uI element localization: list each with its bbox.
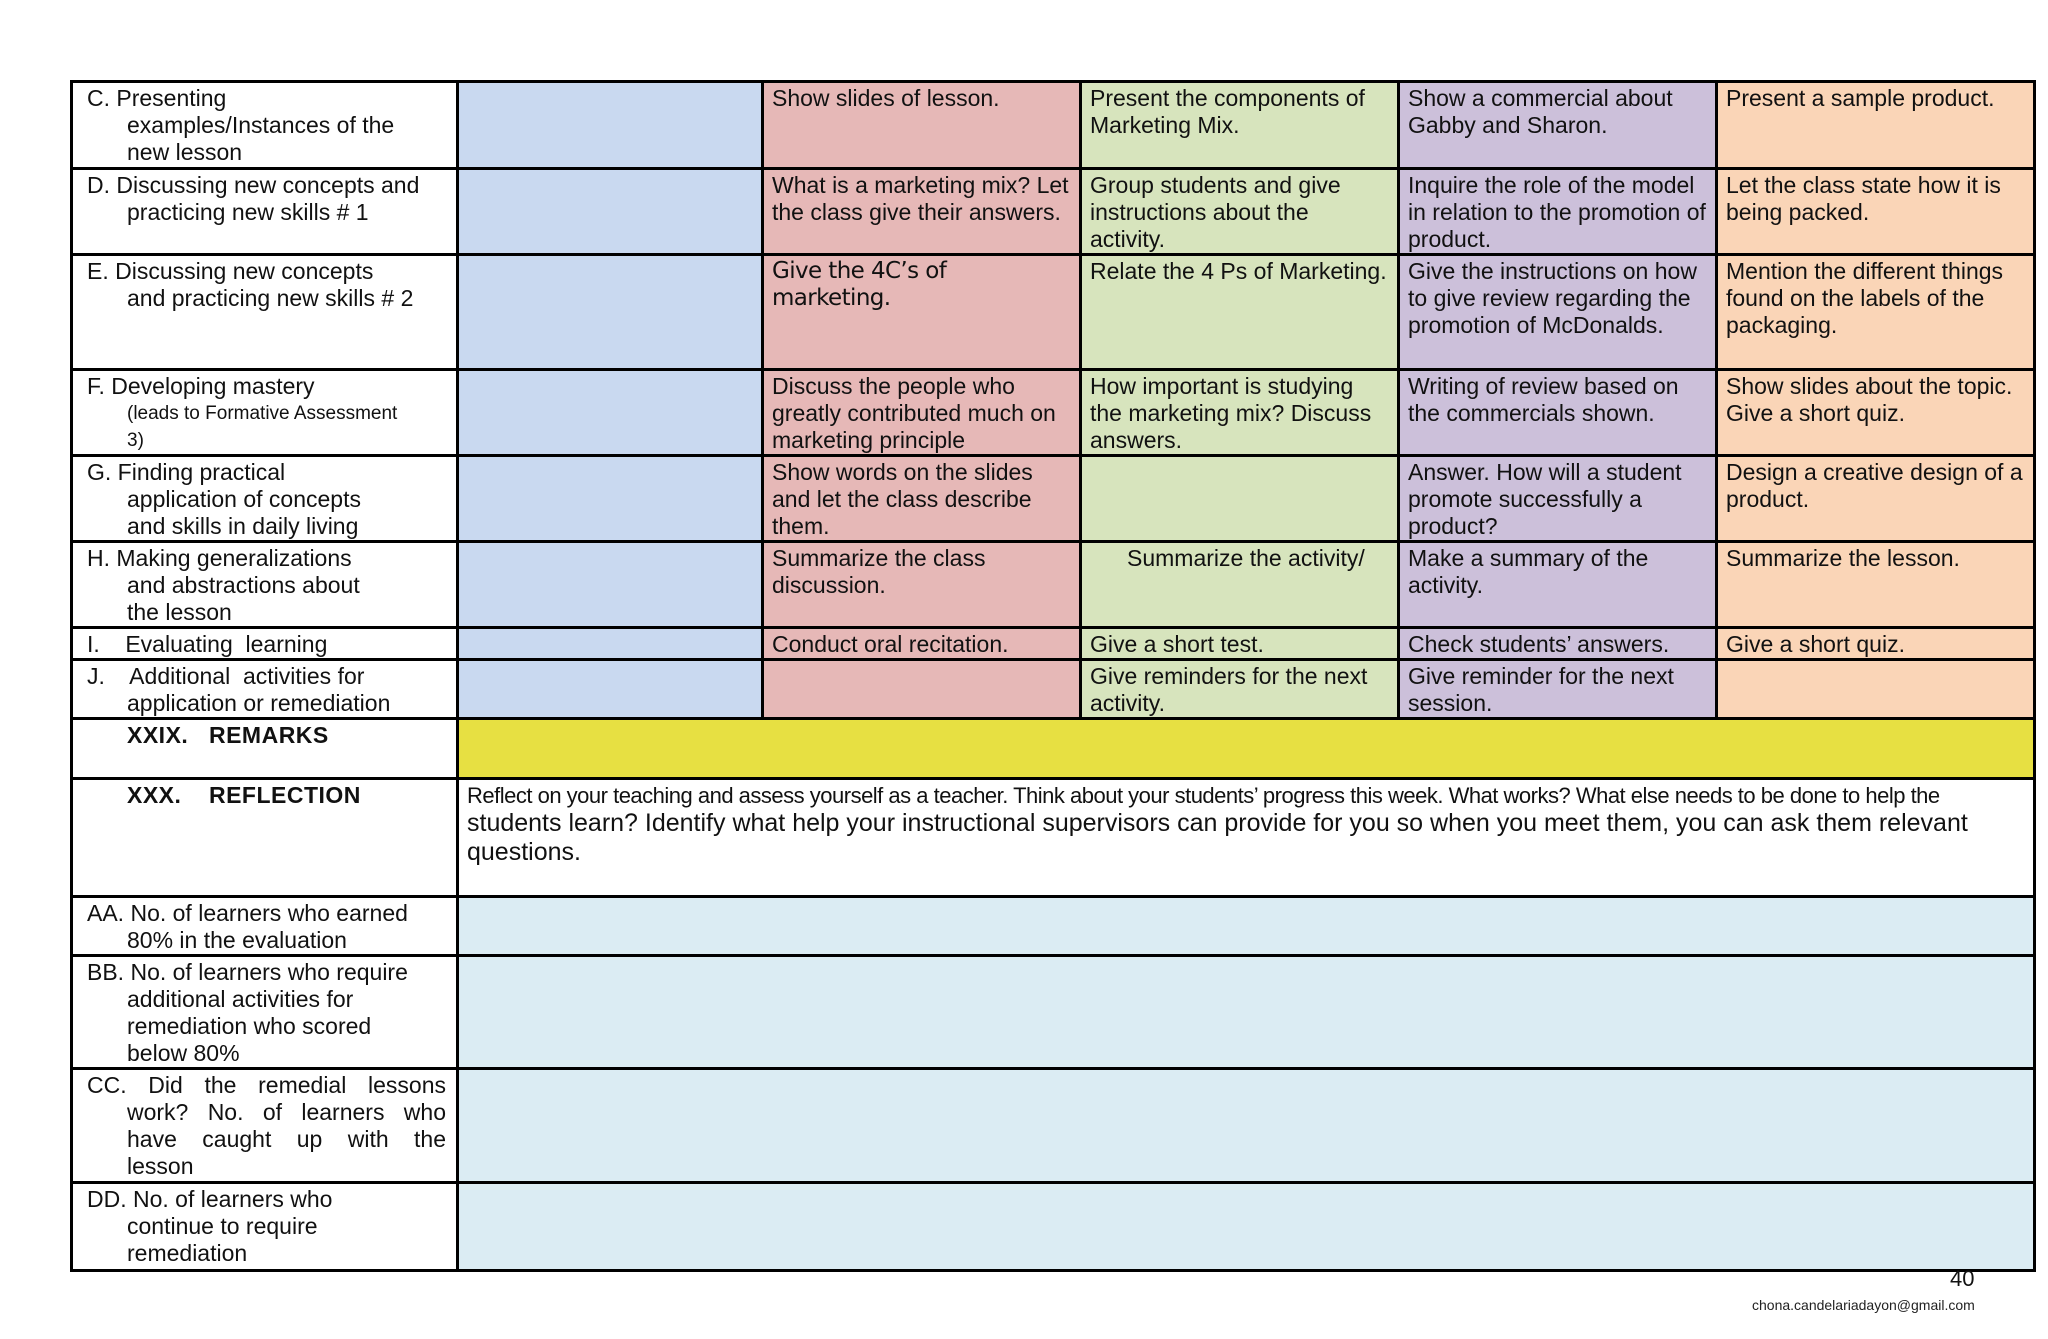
page-number: 40 (1950, 1266, 1975, 1291)
row-evaluating-learning (72, 628, 2035, 660)
day2-cell: Discuss the people who greatly contributed much on marketing principle (763, 370, 1081, 456)
day2-cell: Show words on the slides and let the class describe them. (763, 456, 1081, 542)
lesson-plan-table (70, 80, 2036, 1272)
row-discussing-1 (72, 169, 2035, 255)
day2-cell: Summarize the class discussion. (763, 542, 1081, 628)
day4-cell: Show a commercial about Gabby and Sharon. (1399, 82, 1717, 169)
remarks-label: XXIX. REMARKS (72, 719, 458, 779)
row-finding-practical (72, 456, 2035, 542)
assessment-value (458, 956, 2035, 1069)
row-remedial-lessons-work (72, 1069, 2035, 1183)
day3-cell: Summarize the activity/ (1081, 542, 1399, 628)
day5-cell: Design a creative design of a product. (1717, 456, 2035, 542)
day4-cell: Check students’ answers. (1399, 628, 1717, 660)
day3-cell (1081, 456, 1399, 542)
row-label: DD. No. of learners who continue to require remediation (72, 1183, 458, 1271)
row-continue-remediation (72, 1183, 2035, 1271)
day5-cell: Present a sample product. (1717, 82, 2035, 169)
day2-cell: Give the 4C’s of marketing. (763, 255, 1081, 370)
day1-cell (458, 370, 763, 456)
day1-cell (458, 542, 763, 628)
day2-cell: Conduct oral recitation. (763, 628, 1081, 660)
day4-cell: Make a summary of the activity. (1399, 542, 1717, 628)
day1-cell (458, 255, 763, 370)
day3-cell: How important is studying the marketing mix? Discuss answers. (1081, 370, 1399, 456)
assessment-value (458, 1069, 2035, 1183)
day2-cell (763, 660, 1081, 719)
row-learners-earned-80 (72, 897, 2035, 956)
row-additional-activities (72, 660, 2035, 719)
row-remarks (72, 719, 2035, 779)
row-label: E. Discussing new concepts and practicing new skills # 2 (72, 255, 458, 370)
day4-cell: Inquire the role of the model in relation to the promotion of product. (1399, 169, 1717, 255)
row-label: G. Finding practical application of concepts and skills in daily living (72, 456, 458, 542)
row-making-generalizations (72, 542, 2035, 628)
row-label: J. Additional activities for application or remediation (72, 660, 458, 719)
day2-cell: What is a marketing mix? Let the class give their answers. (763, 169, 1081, 255)
assessment-value (458, 1183, 2035, 1271)
row-presenting-examples (72, 82, 2035, 169)
row-label: BB. No. of learners who require additional activities for remediation who scored below 80% (72, 956, 458, 1069)
day4-cell: Writing of review based on the commercials shown. (1399, 370, 1717, 456)
row-reflection (72, 779, 2035, 897)
day3-cell: Present the components of Marketing Mix. (1081, 82, 1399, 169)
day5-cell: Let the class state how it is being packed. (1717, 169, 2035, 255)
row-label: I. Evaluating learning (72, 628, 458, 660)
day5-cell: Mention the different things found on the labels of the packaging. (1717, 255, 2035, 370)
day3-cell: Give reminders for the next activity. (1081, 660, 1399, 719)
day3-cell: Relate the 4 Ps of Marketing. (1081, 255, 1399, 370)
day1-cell (458, 660, 763, 719)
day1-cell (458, 456, 763, 542)
row-learners-require-remediation (72, 956, 2035, 1069)
row-developing-mastery (72, 370, 2035, 456)
remarks-value (458, 719, 2035, 779)
row-label: C. Presenting examples/Instances of the new lesson (72, 82, 458, 169)
day5-cell: Summarize the lesson. (1717, 542, 2035, 628)
row-discussing-2 (72, 255, 2035, 370)
row-label: D. Discussing new concepts and practicing new skills # 1 (72, 169, 458, 255)
row-label: H. Making generalizations and abstractions about the lesson (72, 542, 458, 628)
day1-cell (458, 628, 763, 660)
day1-cell (458, 82, 763, 169)
day5-cell: Give a short quiz. (1717, 628, 2035, 660)
footer-email: chona.candelariadayon@gmail.com (1752, 1297, 1975, 1313)
day5-cell: Show slides about the topic. Give a short quiz. (1717, 370, 2035, 456)
day5-cell (1717, 660, 2035, 719)
row-label: CC. Did the remedial lessons work? No. of learners who have caught up with the lesson (72, 1069, 458, 1183)
assessment-value (458, 897, 2035, 956)
row-label: F. Developing mastery (leads to Formative Assessment 3) (72, 370, 458, 456)
day3-cell: Group students and give instructions about the activity. (1081, 169, 1399, 255)
day4-cell: Give reminder for the next session. (1399, 660, 1717, 719)
day4-cell: Give the instructions on how to give review regarding the promotion of McDonalds. (1399, 255, 1717, 370)
reflection-text: Reflect on your teaching and assess yourself as a teacher. Think about your students’ progress this week. What works? What else needs to be done to help the students learn? Identify what help your instructional supervisors can provide for you so when you meet them, you can ask them relevant questions. (458, 779, 2035, 897)
day1-cell (458, 169, 763, 255)
day4-cell: Answer. How will a student promote successfully a product? (1399, 456, 1717, 542)
day3-cell: Give a short test. (1081, 628, 1399, 660)
day2-cell: Show slides of lesson. (763, 82, 1081, 169)
row-label: AA. No. of learners who earned 80% in the evaluation (72, 897, 458, 956)
reflection-label: XXX. REFLECTION (72, 779, 458, 897)
